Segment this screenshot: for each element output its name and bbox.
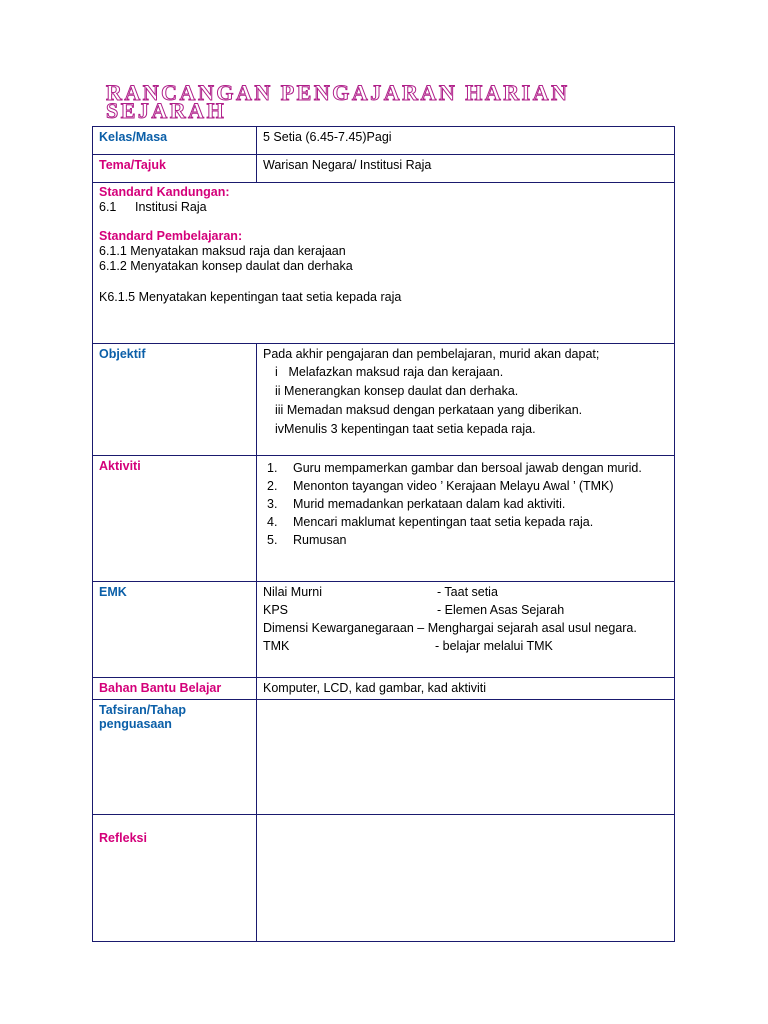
row-emk [93, 582, 675, 678]
aktiviti-item: 5. Rumusan [267, 533, 347, 547]
value-refleksi[interactable] [257, 815, 675, 942]
row-objektif [93, 344, 675, 456]
label-tafsiran: Tafsiran/Tahap penguasaan [93, 700, 257, 815]
standard-cell [93, 183, 675, 344]
value-kelas-masa: 5 Setia (6.45-7.45)Pagi [257, 127, 675, 155]
label-emk: EMK [93, 582, 257, 678]
row-tema-tajuk [93, 155, 675, 183]
row-refleksi [93, 815, 675, 942]
objektif-item: i Melafazkan maksud raja dan kerajaan. [275, 365, 504, 379]
value-tafsiran[interactable] [257, 700, 675, 815]
row-kelas-masa [93, 127, 675, 155]
value-objektif [257, 344, 675, 456]
label-objektif: Objektif [93, 344, 257, 456]
aktiviti-item: 2. Menonton tayangan video ’ Kerajaan Melayu Awal ’ (TMK) [267, 479, 614, 493]
aktiviti-item: 1. Guru mempamerkan gambar dan bersoal jawab dengan murid. [267, 461, 642, 475]
label-aktiviti: Aktiviti [93, 456, 257, 582]
row-bahan-bantu-belajar [93, 678, 675, 700]
value-bahan-bantu-belajar: Komputer, LCD, kad gambar, kad aktiviti [257, 678, 675, 700]
emk-item: TMK - belajar melalui TMK [263, 639, 553, 653]
standard-kandungan-item [99, 200, 674, 215]
standard-pembelajaran-label: Standard Pembelajaran: [99, 229, 243, 243]
standard-kandungan-label: Standard Kandungan: [99, 185, 230, 199]
document-title [106, 80, 666, 123]
aktiviti-item: 4. Mencari maklumat kepentingan taat setia kepada raja. [267, 515, 594, 529]
objektif-item: ivMenulis 3 kepentingan taat setia kepada raja. [275, 422, 536, 436]
row-standard [93, 183, 675, 344]
label-bahan-bantu-belajar: Bahan Bantu Belajar [93, 678, 257, 700]
objektif-item: iii Memadan maksud dengan perkataan yang diberikan. [275, 403, 583, 417]
objektif-item: ii Menerangkan konsep daulat dan derhaka. [275, 384, 519, 398]
aktiviti-list [263, 461, 674, 548]
standard-item: 6.1.1 Menyatakan maksud raja dan kerajaan [99, 244, 346, 258]
value-tema-tajuk: Warisan Negara/ Institusi Raja [257, 155, 675, 183]
value-aktiviti [257, 456, 675, 582]
title-line-1: RANCANGAN PENGAJARAN HARIAN [106, 80, 570, 105]
emk-item: Dimensi Kewarganegaraan – Menghargai sejarah asal usul negara. [263, 621, 637, 635]
standard-kandungan-number: 6.1 [99, 200, 117, 214]
label-refleksi: Refleksi [93, 815, 257, 942]
objektif-intro: Pada akhir pengajaran dan pembelajaran, murid akan dapat; [263, 347, 600, 361]
row-tafsiran [93, 700, 675, 815]
lesson-plan-table [92, 126, 675, 942]
emk-item: KPS - Elemen Asas Sejarah [263, 603, 565, 617]
title-line-2: SEJARAH [106, 98, 227, 123]
emk-item: Nilai Murni - Taat setia [263, 585, 498, 599]
standard-kandungan-text: Institusi Raja [135, 200, 207, 214]
label-kelas-masa: Kelas/Masa [93, 127, 257, 155]
value-emk [257, 582, 675, 678]
aktiviti-item: 3. Murid memadankan perkataan dalam kad aktiviti. [267, 497, 566, 511]
row-aktiviti [93, 456, 675, 582]
standard-item: 6.1.2 Menyatakan konsep daulat dan derhaka [99, 259, 353, 273]
standard-item: K6.1.5 Menyatakan kepentingan taat setia kepada raja [99, 290, 402, 304]
label-tema-tajuk: Tema/Tajuk [93, 155, 257, 183]
